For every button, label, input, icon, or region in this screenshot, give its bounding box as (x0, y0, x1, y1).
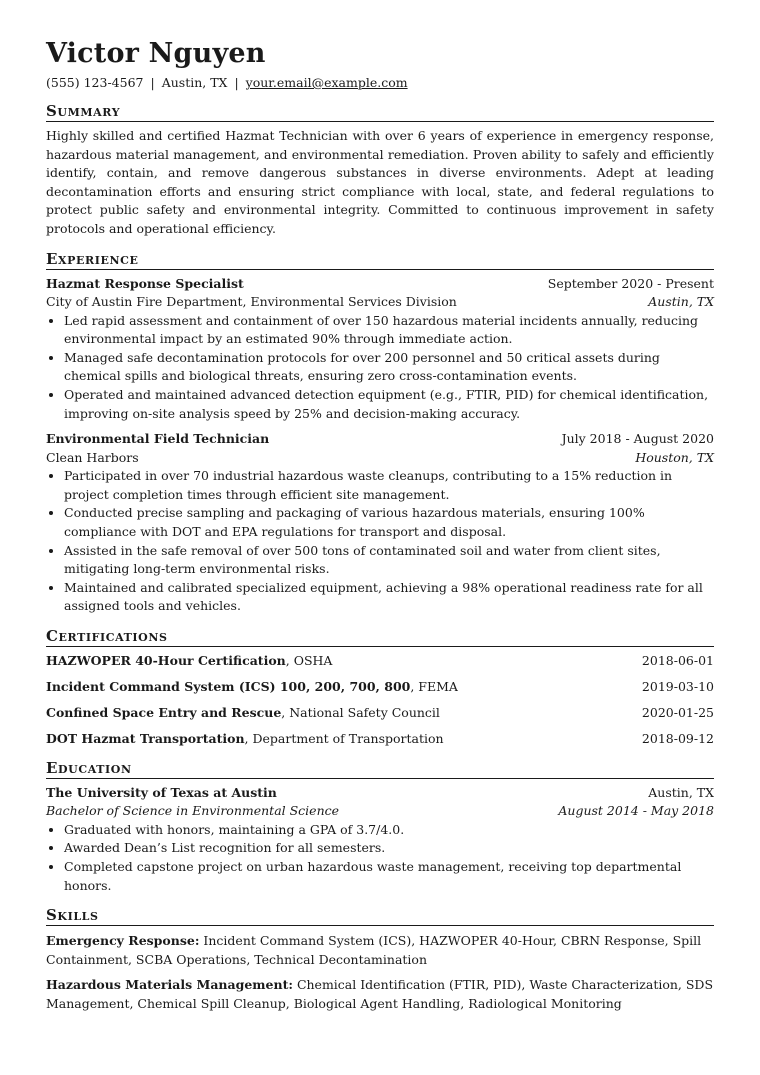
education-dates: August 2014 - May 2018 (558, 803, 714, 819)
job-organization: City of Austin Fire Department, Environmental Services Division (46, 294, 457, 310)
degree-name: Bachelor of Science in Environmental Science (46, 803, 340, 819)
list-item: • Assisted in the safe removal of over 500 tons of contaminated soil and water from client sites, mitigating long-term environmental risks. (64, 542, 714, 579)
list-item: • Led rapid assessment and containment of over 150 hazardous material incidents annually, reducing environmental impact by an estimated 90% through immediate action. (64, 312, 714, 349)
job-organization: Clean Harbors (46, 449, 139, 465)
job-location: Houston, TX (635, 449, 714, 465)
certification-row (46, 652, 714, 670)
job-header-row (46, 430, 714, 449)
candidate-name: Victor Nguyen (46, 38, 266, 69)
skill-group-label: Hazardous Materials Management: (46, 977, 293, 993)
school-name: The University of Texas at Austin (46, 784, 277, 800)
certification-name: HAZWOPER 40-Hour Certification (46, 652, 286, 668)
certification-name: Incident Command System (ICS) 100, 200, 700, 800 (46, 678, 411, 694)
skill-group-text: Chemical Identification (FTIR, PID), Waste Characterization, SDS Management, Chemical Spill Cleanup, Biological Agent Handling, Radiological Monitoring (46, 977, 714, 1012)
certification-date: 2020-01-25 (641, 704, 714, 720)
certification-issuer: , FEMA (410, 678, 458, 694)
certification-name: DOT Hazmat Transportation (46, 730, 245, 746)
certification-issuer: , Department of Transportation (244, 730, 444, 746)
job-bullets (46, 312, 714, 424)
certification-date: 2018-09-12 (641, 730, 714, 746)
education-bullets (46, 821, 714, 895)
job-title: Environmental Field Technician (46, 431, 270, 447)
certification-row (46, 704, 714, 722)
skill-group (46, 931, 714, 969)
job-header-row (46, 275, 714, 294)
contact-separator: | (234, 75, 239, 90)
job-org-row (46, 293, 714, 312)
list-item: • Graduated with honors, maintaining a GPA of 3.7/4.0. (64, 821, 714, 840)
contact-line (46, 75, 714, 91)
list-item: • Operated and maintained advanced detection equipment (e.g., FTIR, PID) for chemical identification, improving on-site analysis speed by 25% and decision-making accuracy. (64, 386, 714, 423)
list-item: • Participated in over 70 industrial hazardous waste cleanups, contributing to a 15% reduction in project completion times through efficient site management. (64, 467, 714, 504)
certification-date: 2018-06-01 (641, 652, 714, 668)
degree-row (46, 802, 714, 821)
job-title: Hazmat Response Specialist (46, 275, 244, 291)
job-org-row (46, 449, 714, 468)
certification-name: Confined Space Entry and Rescue (46, 704, 282, 720)
job-location: Austin, TX (648, 294, 714, 310)
certification-date: 2019-03-10 (641, 678, 714, 694)
section-title-experience: Experience (46, 250, 714, 270)
phone-number: (555) 123-4567 (46, 75, 144, 90)
section-title-summary: Summary (46, 102, 714, 122)
list-item: • Completed capstone project on urban hazardous waste management, receiving top departmental honors. (64, 858, 714, 895)
skill-group-label: Emergency Response: (46, 933, 200, 949)
certification-issuer: , National Safety Council (281, 704, 440, 720)
job-dates: July 2018 - August 2020 (561, 431, 714, 447)
job-bullets (46, 467, 714, 616)
section-title-skills: Skills (46, 906, 714, 926)
skill-group-text: Incident Command System (ICS), HAZWOPER 40-Hour, CBRN Response, Spill Containment, SCBA Operations, Technical Decontamination (46, 933, 702, 968)
section-title-certifications: Certifications (46, 627, 714, 647)
list-item: • Maintained and calibrated specialized equipment, achieving a 98% operational readiness rate for all assigned tools and vehicles. (64, 579, 714, 616)
certification-issuer: , OSHA (285, 652, 333, 668)
certification-row (46, 730, 714, 748)
list-item: • Managed safe decontamination protocols for over 200 personnel and 50 critical assets during chemical spills and biological threats, ensuring zero cross-contamination events. (64, 349, 714, 386)
list-item: • Awarded Dean’s List recognition for all semesters. (64, 839, 714, 858)
section-title-education: Education (46, 759, 714, 779)
list-item: • Conducted precise sampling and packaging of various hazardous materials, ensuring 100% compliance with DOT and EPA regulations for transport and disposal. (64, 504, 714, 541)
email-link[interactable]: your.email@example.com (245, 75, 408, 90)
summary-text: Highly skilled and certified Hazmat Technician with over 6 years of experience in emergency response, hazardous material management, and environmental remediation. Proven ability to safely and efficiently identify, contain, and remove dangerous substances in diverse environments. Adept at leading decontamination efforts and ensuring strict compliance with local, state, and federal regulations to protect public safety and environmental integrity. Committed to continuous improvement in safety protocols and operational efficiency. (46, 128, 714, 236)
education-entry (46, 784, 714, 895)
experience-entry (46, 275, 714, 424)
school-row (46, 784, 714, 803)
job-dates: September 2020 - Present (547, 275, 714, 291)
contact-separator: | (150, 75, 155, 90)
skill-group (46, 975, 714, 1013)
experience-entry (46, 430, 714, 616)
certification-row (46, 678, 714, 696)
school-location: Austin, TX (648, 784, 714, 800)
location-text: Austin, TX (161, 75, 228, 90)
